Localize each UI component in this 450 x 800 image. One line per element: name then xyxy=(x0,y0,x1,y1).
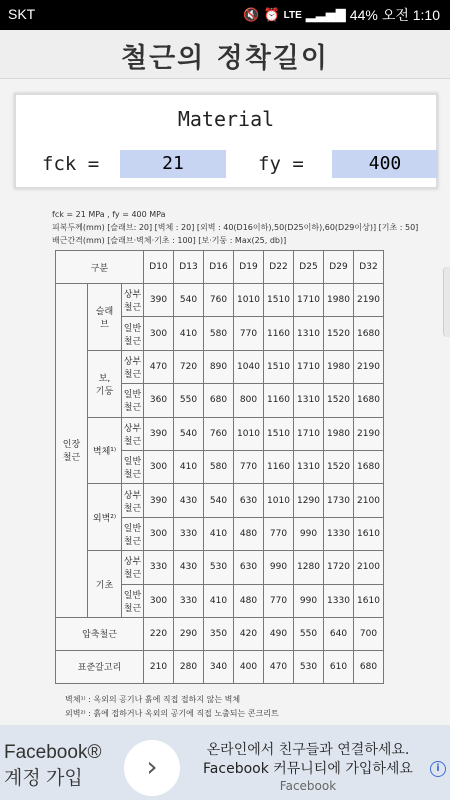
table-cell: 760 xyxy=(204,417,234,450)
table-cell: 770 xyxy=(264,584,294,617)
footnote: 벽체¹⁾ : 옥외의 공기나 흙에 직접 접하지 않는 벽체 xyxy=(65,695,241,704)
column-header: D16 xyxy=(204,251,234,284)
table-cell: 470 xyxy=(144,350,174,383)
table-row xyxy=(56,350,384,383)
table-cell: 410 xyxy=(204,517,234,550)
table-cell: 1510 xyxy=(264,350,294,383)
footnote: 외벽²⁾ : 흙에 접하거나 옥외의 공기에 직접 노출되는 콘크리트 xyxy=(65,709,279,718)
table-cell: 390 xyxy=(144,284,174,317)
table-cell: 300 xyxy=(144,517,174,550)
table-cell: 290 xyxy=(174,617,204,650)
table-cell: 390 xyxy=(144,484,174,517)
fy-label: fy = xyxy=(258,153,304,175)
ad-text-line: 온라인에서 친구들과 연결하세요. xyxy=(206,742,410,758)
table-cell: 480 xyxy=(234,517,264,550)
table-cell: 1720 xyxy=(324,551,354,584)
ad-brand-line: Facebook® xyxy=(4,742,102,763)
development-length-table xyxy=(55,250,384,684)
table-cell: 490 xyxy=(264,617,294,650)
table-cell: 2100 xyxy=(354,484,384,517)
table-cell: 990 xyxy=(294,584,324,617)
table-cell: 630 xyxy=(234,551,264,584)
table-cell: 1330 xyxy=(324,584,354,617)
mute-icon: 🔇 xyxy=(243,7,260,22)
table-header-label: 구분 xyxy=(56,251,144,284)
column-header: D13 xyxy=(174,251,204,284)
table-cell: 1510 xyxy=(264,417,294,450)
table-cell: 1010 xyxy=(264,484,294,517)
signal-icon: ▂▃▅▇ xyxy=(305,7,346,22)
table-cell: 220 xyxy=(144,617,174,650)
member-label: 슬래 브 xyxy=(88,284,122,351)
table-row xyxy=(56,650,384,683)
table-cell: 680 xyxy=(354,650,384,683)
table-cell: 760 xyxy=(204,284,234,317)
table-cell: 770 xyxy=(264,517,294,550)
table-cell: 640 xyxy=(324,617,354,650)
table-cell: 2190 xyxy=(354,284,384,317)
table-row xyxy=(56,551,384,584)
ad-text[interactable] xyxy=(192,741,424,779)
app-title-bar xyxy=(0,30,450,79)
material-heading: Material xyxy=(177,107,275,131)
table-cell: 1310 xyxy=(294,450,324,483)
table-row xyxy=(56,417,384,450)
table-row xyxy=(56,617,384,650)
table-cell: 720 xyxy=(174,350,204,383)
table-cell: 1980 xyxy=(324,350,354,383)
table-cell: 1710 xyxy=(294,417,324,450)
table-cell: 540 xyxy=(204,484,234,517)
fck-input[interactable]: 21 xyxy=(120,150,226,178)
alarm-icon: ⏰ xyxy=(263,7,280,22)
fck-label: fck = xyxy=(42,153,100,175)
table-cell: 390 xyxy=(144,417,174,450)
table-cell: 330 xyxy=(174,517,204,550)
ad-text-line: Facebook 커뮤니티에 가입하세요 xyxy=(203,761,413,777)
material-card xyxy=(14,93,438,189)
table-cell: 530 xyxy=(294,650,324,683)
ad-source: Facebook xyxy=(279,779,337,793)
table-row xyxy=(56,284,384,317)
status-bar xyxy=(0,0,450,30)
table-cell: 300 xyxy=(144,584,174,617)
table-cell: 770 xyxy=(234,317,264,350)
member-label: 기초 xyxy=(88,551,122,618)
table-cell: 210 xyxy=(144,650,174,683)
table-cell: 470 xyxy=(264,650,294,683)
table-cell: 1280 xyxy=(294,551,324,584)
table-cell: 1680 xyxy=(354,384,384,417)
table-cell: 610 xyxy=(324,650,354,683)
position-label: 일반 철근 xyxy=(122,450,144,483)
column-header: D10 xyxy=(144,251,174,284)
column-header: D25 xyxy=(294,251,324,284)
column-header: D22 xyxy=(264,251,294,284)
table-cell: 540 xyxy=(174,284,204,317)
table-cell: 1680 xyxy=(354,450,384,483)
position-label: 일반 철근 xyxy=(122,317,144,350)
table-cell: 550 xyxy=(174,384,204,417)
table-cell: 2190 xyxy=(354,350,384,383)
position-label: 일반 철근 xyxy=(122,584,144,617)
table-cell: 1730 xyxy=(324,484,354,517)
table-cell: 1510 xyxy=(264,284,294,317)
table-cell: 580 xyxy=(204,317,234,350)
status-icons xyxy=(243,5,440,25)
table-cell: 580 xyxy=(204,450,234,483)
member-label: 벽체¹⁾ xyxy=(88,417,122,484)
position-label: 상부 철근 xyxy=(122,284,144,317)
member-label: 보, 기둥 xyxy=(88,350,122,417)
table-cell: 770 xyxy=(234,450,264,483)
table-cell: 1520 xyxy=(324,384,354,417)
table-cell: 1610 xyxy=(354,584,384,617)
table-cell: 360 xyxy=(144,384,174,417)
position-label: 상부 철근 xyxy=(122,350,144,383)
table-cell: 1160 xyxy=(264,384,294,417)
table-cell: 1520 xyxy=(324,450,354,483)
table-cell: 2100 xyxy=(354,551,384,584)
table-cell: 1980 xyxy=(324,417,354,450)
column-header: D19 xyxy=(234,251,264,284)
footnotes xyxy=(65,693,279,721)
note-line: 배근간격(mm) [슬래브·벽체·기초 : 100] [보·기둥 : Max(25, db)] xyxy=(52,236,287,245)
column-header: D32 xyxy=(354,251,384,284)
carrier-label: SKT xyxy=(8,6,36,22)
table-cell: 1160 xyxy=(264,450,294,483)
hook-label: 표준갈고리 xyxy=(56,650,144,683)
table-cell: 300 xyxy=(144,450,174,483)
table-cell: 1010 xyxy=(234,417,264,450)
clock-label: 오전 1:10 xyxy=(381,7,440,23)
member-label: 외벽²⁾ xyxy=(88,484,122,551)
table-cell: 430 xyxy=(174,484,204,517)
table-cell: 350 xyxy=(204,617,234,650)
position-label: 일반 철근 xyxy=(122,517,144,550)
table-cell: 550 xyxy=(294,617,324,650)
table-cell: 420 xyxy=(234,617,264,650)
table-cell: 400 xyxy=(234,650,264,683)
table-cell: 480 xyxy=(234,584,264,617)
position-label: 일반 철근 xyxy=(122,384,144,417)
position-label: 상부 철근 xyxy=(122,551,144,584)
table-cell: 280 xyxy=(174,650,204,683)
table-cell: 1710 xyxy=(294,284,324,317)
table-cell: 1680 xyxy=(354,317,384,350)
table-cell: 1040 xyxy=(234,350,264,383)
table-cell: 990 xyxy=(294,517,324,550)
table-cell: 700 xyxy=(354,617,384,650)
table-cell: 330 xyxy=(144,551,174,584)
conditions-notes xyxy=(52,208,418,247)
fy-input[interactable]: 400 xyxy=(332,150,438,178)
compression-label: 압축철근 xyxy=(56,617,144,650)
table-cell: 630 xyxy=(234,484,264,517)
table-cell: 430 xyxy=(174,551,204,584)
network-label: LTE xyxy=(283,9,302,21)
table-cell: 890 xyxy=(204,350,234,383)
table-cell: 1520 xyxy=(324,317,354,350)
ad-info-icon[interactable]: i xyxy=(430,761,446,777)
table-cell: 1010 xyxy=(234,284,264,317)
ad-brand[interactable] xyxy=(4,740,101,792)
table-cell: 680 xyxy=(204,384,234,417)
table-cell: 340 xyxy=(204,650,234,683)
main-content xyxy=(0,79,450,725)
tension-label: 인장 철근 xyxy=(56,284,88,618)
page-title: 철근의 정착길이 xyxy=(121,43,329,74)
table-cell: 1610 xyxy=(354,517,384,550)
table-cell: 410 xyxy=(174,450,204,483)
side-scroll-handle[interactable] xyxy=(443,267,450,337)
table-cell: 800 xyxy=(234,384,264,417)
position-label: 상부 철근 xyxy=(122,484,144,517)
note-line: 피복두께(mm) [슬래브: 20] [벽체 : 20] [외벽 : 40(D16이하),50(D25이하),60(D29이상)] [기초 : 50] xyxy=(52,223,419,232)
table-cell: 530 xyxy=(204,551,234,584)
note-line: fck = 21 MPa , fy = 400 MPa xyxy=(52,210,166,219)
table-cell: 1160 xyxy=(264,317,294,350)
table-cell: 410 xyxy=(174,317,204,350)
table-cell: 1330 xyxy=(324,517,354,550)
ad-brand-line: 계정 가입 xyxy=(4,768,83,789)
column-header: D29 xyxy=(324,251,354,284)
table-cell: 330 xyxy=(174,584,204,617)
table-cell: 1310 xyxy=(294,384,324,417)
table-cell: 1310 xyxy=(294,317,324,350)
ad-chevron-right-icon[interactable]: › xyxy=(124,740,180,796)
table-cell: 2190 xyxy=(354,417,384,450)
battery-label: 44% xyxy=(349,7,378,23)
table-cell: 540 xyxy=(174,417,204,450)
table-cell: 1290 xyxy=(294,484,324,517)
table-cell: 1980 xyxy=(324,284,354,317)
table-row xyxy=(56,484,384,517)
table-cell: 410 xyxy=(204,584,234,617)
table-cell: 300 xyxy=(144,317,174,350)
table-cell: 990 xyxy=(264,551,294,584)
position-label: 상부 철근 xyxy=(122,417,144,450)
table-cell: 1710 xyxy=(294,350,324,383)
